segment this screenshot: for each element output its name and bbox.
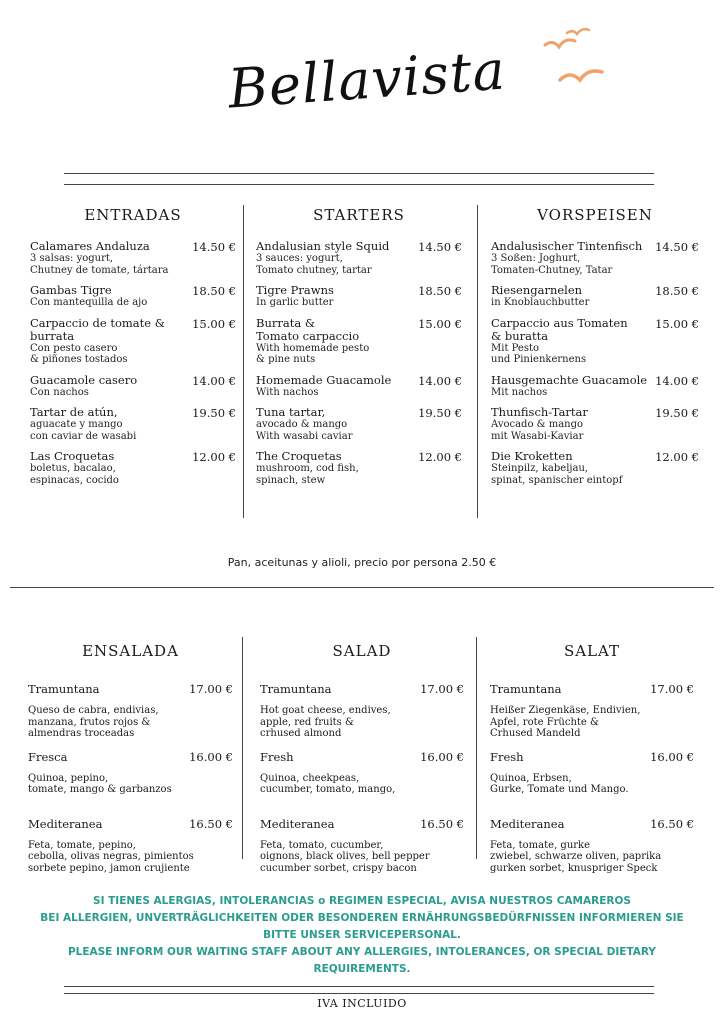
dish-price: 19.50 € bbox=[655, 406, 699, 420]
menu-item bbox=[256, 240, 462, 276]
menu-item bbox=[491, 317, 699, 366]
dish-price: 14.50 € bbox=[655, 240, 699, 254]
dish-description: 3 sauces: yogurt, Tomato chutney, tartar bbox=[256, 253, 372, 276]
menu-item bbox=[260, 817, 464, 875]
dish-price: 16.00 € bbox=[650, 749, 694, 764]
dish-price: 14.50 € bbox=[418, 240, 462, 254]
dish-description: aguacate y mango con caviar de wasabi bbox=[30, 419, 137, 442]
dish-name: Die Kroketten bbox=[491, 449, 573, 463]
menu-item bbox=[30, 450, 236, 486]
dish-price: 18.50 € bbox=[418, 284, 462, 298]
dish-description: in Knoblauchbutter bbox=[491, 297, 590, 308]
dish-name: Riesengarnelen bbox=[491, 283, 583, 297]
dish-name: Fresh bbox=[490, 749, 524, 764]
dish-name: Homemade Guacamole bbox=[256, 372, 392, 387]
dish-name: Las Croquetas bbox=[30, 449, 115, 463]
menu-item bbox=[490, 750, 694, 807]
menu-item bbox=[30, 284, 236, 309]
dish-name: Burrata & Tomato carpaccio bbox=[256, 315, 360, 343]
menu-item bbox=[491, 284, 699, 309]
dish-description: Quinoa, cheekpeas, cucumber, tomato, mango, bbox=[260, 772, 396, 795]
dish-description: Hot goat cheese, endives, apple, red fruits & crhused almond bbox=[260, 705, 391, 739]
menu-item bbox=[256, 284, 462, 309]
dish-description: In garlic butter bbox=[256, 297, 334, 308]
bread-note: Pan, aceitunas y alioli, precio por persona 2.50 € bbox=[227, 556, 497, 569]
dish-price: 15.00 € bbox=[655, 316, 699, 331]
dish-price: 14.00 € bbox=[655, 373, 699, 388]
dish-description: Queso de cabra, endivias, manzana, frutos rojos & almendras troceadas bbox=[28, 705, 159, 739]
menu-item bbox=[28, 817, 233, 875]
dish-name: Andalusischer Tintenfisch bbox=[491, 239, 643, 253]
dish-name: Tartar de atún, bbox=[30, 405, 118, 419]
dish-description: With nachos bbox=[256, 386, 319, 398]
dish-name: Tramuntana bbox=[260, 682, 332, 696]
dish-description: Quinoa, Erbsen, Gurke, Tomate und Mango. bbox=[490, 772, 629, 795]
menu-item bbox=[256, 317, 462, 366]
dish-name: Tramuntana bbox=[28, 682, 100, 696]
menu-item-list bbox=[30, 240, 236, 486]
header-divider-top bbox=[64, 173, 654, 174]
column-divider bbox=[477, 205, 478, 518]
dish-name: Carpaccio aus Tomaten & buratta bbox=[491, 315, 628, 343]
dish-name: Hausgemachte Guacamole bbox=[491, 372, 648, 387]
dish-price: 16.50 € bbox=[650, 816, 694, 831]
dish-description: With homemade pesto & pine nuts bbox=[256, 342, 370, 365]
dish-price: 16.50 € bbox=[420, 816, 464, 831]
dish-price: 16.00 € bbox=[189, 749, 233, 764]
allergy-notice-es: SI TIENES ALERGIAS, INTOLERANCIAS o REGIMEN ESPECIAL, AVISA NUESTROS CAMAREROS bbox=[93, 895, 631, 907]
menu-item bbox=[30, 406, 236, 442]
dish-price: 12.00 € bbox=[655, 450, 699, 464]
dish-price: 15.00 € bbox=[192, 316, 236, 331]
dish-price: 18.50 € bbox=[192, 284, 236, 298]
salat-column bbox=[490, 642, 694, 884]
dish-description: boletus, bacalao, espinacas, cocido bbox=[30, 463, 119, 486]
dish-name: Tigre Prawns bbox=[256, 283, 334, 297]
dish-description: Steinpilz, kabeljau, spinat, spanischer eintopf bbox=[491, 463, 623, 486]
section-divider bbox=[10, 587, 714, 588]
dish-price: 14.00 € bbox=[418, 373, 462, 388]
menu-item bbox=[260, 750, 464, 807]
birds-logo-icon bbox=[505, 25, 615, 105]
dish-description: mushroom, cod fish, spinach, stew bbox=[256, 463, 359, 486]
dish-price: 19.50 € bbox=[192, 406, 236, 420]
dish-description: Con pesto casero & piñones tostados bbox=[30, 342, 128, 365]
dish-description: avocado & mango With wasabi caviar bbox=[256, 419, 353, 442]
dish-name: Mediteranea bbox=[260, 816, 335, 831]
dish-price: 16.00 € bbox=[420, 749, 464, 764]
vorspeisen-column bbox=[491, 206, 699, 494]
menu-item bbox=[30, 374, 236, 399]
dish-name: Mediteranea bbox=[490, 816, 565, 831]
dish-name: Fresh bbox=[260, 749, 294, 764]
salad-column bbox=[260, 642, 464, 884]
dish-description: Feta, tomate, gurke zwiebel, schwarze oliven, paprika gurken sorbet, knuspriger Speck bbox=[490, 839, 662, 874]
section-title: SALAT bbox=[563, 642, 621, 660]
dish-description: Heißer Ziegenkäse, Endivien, Apfel, rote Früchte & Crhused Mandeld bbox=[490, 705, 641, 739]
menu-item bbox=[490, 817, 694, 875]
dish-description: 3 salsas: yogurt, Chutney de tomate, tártara bbox=[30, 253, 169, 276]
dish-description: Mit Pesto und Pinienkernens bbox=[491, 342, 587, 365]
dish-name: Guacamole casero bbox=[30, 372, 138, 387]
section-title: ENSALADA bbox=[82, 642, 179, 660]
section-title: STARTERS bbox=[313, 206, 405, 224]
footer-divider-bottom bbox=[64, 993, 654, 994]
dish-price: 14.00 € bbox=[192, 373, 236, 388]
dish-price: 15.00 € bbox=[418, 316, 462, 331]
column-divider bbox=[476, 637, 477, 859]
dish-description: 3 Soßen: Joghurt, Tomaten-Chutney, Tatar bbox=[491, 253, 613, 276]
entradas-column bbox=[30, 206, 236, 494]
dish-price: 19.50 € bbox=[418, 406, 462, 420]
dish-name: Mediteranea bbox=[28, 816, 103, 831]
menu-item bbox=[256, 406, 462, 442]
dish-name: Carpaccio de tomate & burrata bbox=[30, 315, 165, 343]
dish-description: Feta, tomate, pepino, cebolla, olivas negras, pimientos sorbete pepino, jamon crujiente bbox=[28, 839, 194, 874]
dish-name: The Croquetas bbox=[256, 449, 342, 463]
allergy-notice bbox=[20, 893, 704, 978]
dish-description: Con mantequilla de ajo bbox=[30, 297, 148, 308]
dish-price: 16.50 € bbox=[189, 816, 233, 831]
dish-description: Con nachos bbox=[30, 386, 89, 398]
header-divider-bottom bbox=[64, 184, 654, 185]
dish-price: 12.00 € bbox=[418, 450, 462, 464]
dish-price: 18.50 € bbox=[655, 284, 699, 298]
dish-name: Tramuntana bbox=[490, 682, 562, 696]
dish-name: Andalusian style Squid bbox=[256, 239, 390, 253]
dish-name: Thunfisch-Tartar bbox=[491, 405, 588, 419]
column-divider bbox=[243, 205, 244, 518]
menu-item-list bbox=[256, 240, 462, 486]
dish-name: Gambas Tigre bbox=[30, 283, 112, 297]
logo-wordmark: Bellavista bbox=[226, 38, 508, 121]
menu-item bbox=[256, 450, 462, 486]
dish-name: Tuna tartar, bbox=[256, 405, 326, 419]
dish-description: Mit nachos bbox=[491, 386, 548, 398]
column-divider bbox=[242, 637, 243, 859]
allergy-notice-en: PLEASE INFORM OUR WAITING STAFF ABOUT ANY ALLERGIES, INTOLERANCES, OR SPECIAL DIETARY REQUIREMENTS. bbox=[67, 946, 657, 975]
menu-item bbox=[491, 406, 699, 442]
menu-item bbox=[491, 240, 699, 276]
allergy-notice-de: BEI ALLERGIEN, UNVERTRÄGLICHKEITEN ODER BESONDEREN ERNÄHRUNGSBEDÜRFNISSEN INFORMIEREN SIE BITTE UNSER SERVICEPERSONAL. bbox=[40, 912, 684, 941]
menu-item bbox=[28, 750, 233, 807]
dish-price: 12.00 € bbox=[192, 450, 236, 464]
ensalada-column bbox=[28, 642, 233, 884]
menu-item bbox=[30, 317, 236, 366]
menu-item bbox=[490, 682, 694, 740]
section-title: VORSPEISEN bbox=[537, 206, 653, 224]
section-title: ENTRADAS bbox=[84, 206, 182, 224]
menu-item bbox=[260, 682, 464, 740]
menu-item-list bbox=[491, 240, 699, 486]
menu-item bbox=[256, 374, 462, 399]
dish-price: 14.50 € bbox=[192, 240, 236, 254]
menu-item bbox=[491, 450, 699, 486]
menu-item bbox=[491, 374, 699, 399]
tax-note: IVA INCLUIDO bbox=[317, 997, 407, 1010]
menu-item bbox=[30, 240, 236, 276]
dish-price: 17.00 € bbox=[650, 682, 694, 696]
starters-column bbox=[256, 206, 462, 494]
footer-divider-top bbox=[64, 986, 654, 987]
dish-description: Feta, tomato, cucumber, oignons, black olives, bell pepper cucumber sorbet, crispy bacon bbox=[260, 839, 430, 874]
dish-price: 17.00 € bbox=[420, 682, 464, 696]
dish-description: Quinoa, pepino, tomate, mango & garbanzos bbox=[28, 772, 172, 795]
section-title: SALAD bbox=[332, 642, 392, 660]
dish-price: 17.00 € bbox=[189, 682, 233, 696]
dish-name: Fresca bbox=[28, 749, 68, 764]
dish-description: Avocado & mango mit Wasabi-Kaviar bbox=[491, 419, 584, 442]
dish-name: Calamares Andaluza bbox=[30, 239, 150, 253]
menu-item bbox=[28, 682, 233, 740]
